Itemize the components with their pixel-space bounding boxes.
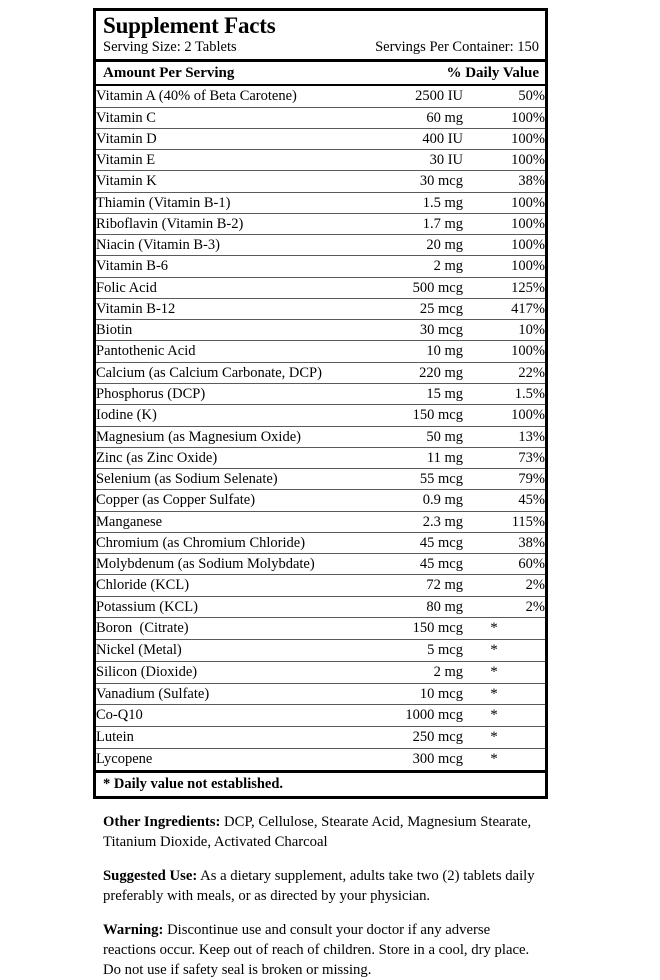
nutrient-name: Biotin: [96, 322, 133, 339]
nutrient-daily-value: *: [490, 619, 498, 636]
nutrient-amount: 5 mcg: [427, 641, 463, 658]
nutrient-daily-value: 22%: [518, 364, 545, 381]
table-row: [96, 469, 545, 490]
nutrient-daily-value: *: [490, 641, 498, 658]
nutrient-amount: 80 mg: [426, 598, 463, 615]
label-notes: [93, 813, 548, 980]
nutrient-name: Boron (Citrate): [96, 619, 189, 636]
nutrient-amount: 1.7 mg: [422, 215, 463, 232]
nutrient-amount: 25 mcg: [419, 300, 463, 317]
nutrient-daily-value: 73%: [518, 449, 545, 466]
nutrient-daily-value: 100%: [511, 194, 545, 211]
nutrient-daily-value: *: [490, 663, 498, 680]
nutrient-name: Vitamin K: [96, 173, 157, 190]
nutrient-daily-value: 45%: [518, 492, 545, 509]
nutrient-name: Vitamin A (40% of Beta Carotene): [96, 88, 297, 105]
nutrient-name: Lutein: [96, 729, 134, 746]
nutrient-daily-value: 100%: [511, 343, 545, 360]
nutrient-daily-value: 60%: [518, 556, 545, 573]
nutrient-name: Niacin (Vitamin B-3): [96, 237, 220, 254]
nutrient-daily-value: 13%: [518, 428, 545, 445]
nutrient-amount: 150 mcg: [412, 407, 463, 424]
table-row: [96, 575, 545, 596]
nutrient-amount: 30 mcg: [419, 173, 463, 190]
nutrient-amount: 10 mcg: [419, 685, 463, 702]
nutrient-daily-value: 38%: [518, 534, 545, 551]
column-header-row: [96, 62, 545, 85]
note-body: Discontinue use and consult your doctor if any adverse reactions occur. Keep out of reach of children. Store in a cool, dry place. Do not use if safety seal is broken or missing.: [103, 922, 530, 978]
table-row: [96, 490, 545, 511]
nutrient-daily-value: 100%: [511, 237, 545, 254]
nutrient-name: Copper (as Copper Sulfate): [96, 492, 256, 509]
nutrient-amount: 45 mcg: [419, 556, 463, 573]
nutrient-name: Folic Acid: [96, 279, 157, 296]
table-row: [96, 171, 545, 192]
daily-value-header: % Daily Value: [446, 64, 539, 81]
nutrient-name: Manganese: [96, 513, 163, 530]
nutrient-name: Iodine (K): [96, 407, 157, 424]
nutrient-amount: 2500 IU: [415, 88, 463, 105]
nutrient-name: Potassium (KCL): [96, 598, 198, 615]
nutrient-name: Chloride (KCL): [96, 577, 190, 594]
nutrient-name: Lycopene: [96, 751, 153, 768]
nutrient-name: Vitamin B-12: [96, 300, 176, 317]
nutrient-amount: 2 mg: [433, 663, 463, 680]
nutrient-amount: 2.3 mg: [422, 513, 463, 530]
nutrient-daily-value: 100%: [511, 152, 545, 169]
table-row: [96, 213, 545, 234]
nutrient-amount: 15 mg: [426, 386, 463, 402]
nutrient-name: Phosphorus (DCP): [96, 386, 206, 402]
nutrient-daily-value: 79%: [518, 471, 545, 488]
nutrient-amount: 250 mcg: [412, 729, 463, 746]
table-row: [96, 320, 545, 341]
nutrient-daily-value: 100%: [511, 109, 545, 126]
table-row: [96, 298, 545, 319]
nutrient-name: Vitamin C: [96, 109, 156, 126]
nutrient-daily-value: 50%: [518, 88, 545, 105]
table-row: [96, 447, 545, 468]
table-row: [96, 341, 545, 362]
nutrient-amount: 220 mg: [419, 364, 463, 381]
nutrient-daily-value: 125%: [511, 279, 545, 296]
nutrient-daily-value: 100%: [511, 130, 545, 147]
nutrient-amount: 0.9 mg: [422, 492, 463, 509]
nutrient-name: Pantothenic Acid: [96, 343, 196, 360]
table-row: [96, 683, 545, 705]
note-body: As a dietary supplement, adults take two (2) tablets daily preferably with meals, or as directed by your physician.: [103, 868, 535, 904]
supplement-label: [93, 8, 548, 980]
nutrient-amount: 300 mcg: [412, 751, 463, 768]
nutrient-amount: 10 mg: [426, 343, 463, 360]
nutrient-amount: 50 mg: [426, 428, 463, 445]
table-row: [96, 192, 545, 213]
table-row: [96, 128, 545, 149]
table-row: [96, 277, 545, 298]
nutrient-name: Vitamin D: [96, 130, 157, 147]
nutrient-name: Riboflavin (Vitamin B-2): [96, 215, 244, 232]
nutrient-table: [96, 86, 545, 770]
table-row: [96, 107, 545, 128]
nutrient-name: Selenium (as Sodium Selenate): [96, 471, 278, 488]
table-row: [96, 727, 545, 749]
nutrient-name: Magnesium (as Magnesium Oxide): [96, 428, 301, 445]
nutrient-daily-value: *: [490, 751, 498, 768]
nutrient-amount: 150 mcg: [412, 619, 463, 636]
table-row: [96, 86, 545, 107]
nutrient-name: Calcium (as Calcium Carbonate, DCP): [96, 364, 322, 381]
nutrient-name: Co-Q10: [96, 707, 143, 724]
nutrient-amount: 45 mcg: [419, 534, 463, 551]
note-paragraph: [103, 813, 546, 852]
note-heading: Warning:: [103, 922, 164, 939]
table-row: [96, 705, 545, 727]
nutrient-daily-value: *: [490, 729, 498, 746]
nutrient-daily-value: *: [490, 707, 498, 724]
nutrient-amount: 2 mg: [433, 258, 463, 275]
table-row: [96, 511, 545, 532]
nutrient-daily-value: 100%: [511, 215, 545, 232]
supplement-facts-panel: [93, 8, 548, 799]
nutrient-daily-value: 1.5%: [514, 386, 545, 402]
nutrient-daily-value: 115%: [511, 513, 545, 530]
serving-info-row: [96, 39, 545, 58]
table-row: [96, 749, 545, 770]
note-paragraph: [103, 867, 546, 906]
nutrient-name: Silicon (Dioxide): [96, 663, 198, 680]
nutrient-amount: 72 mg: [426, 577, 463, 594]
table-row: [96, 150, 545, 171]
nutrient-amount: 1000 mcg: [405, 707, 463, 724]
nutrient-daily-value: 100%: [511, 258, 545, 275]
table-row: [96, 405, 545, 426]
nutrient-name: Vitamin B-6: [96, 258, 169, 275]
table-row: [96, 362, 545, 383]
nutrient-daily-value: 10%: [518, 322, 545, 339]
servings-per-container-label: Servings Per Container: 150: [375, 39, 539, 56]
nutrient-daily-value: 100%: [511, 407, 545, 424]
table-row: [96, 661, 545, 683]
nutrient-amount: 500 mcg: [412, 279, 463, 296]
nutrient-name: Thiamin (Vitamin B-1): [96, 194, 231, 211]
note-heading: Suggested Use:: [103, 868, 198, 885]
table-row: [96, 554, 545, 575]
nutrient-amount: 20 mg: [426, 237, 463, 254]
nutrient-name: Molybdenum (as Sodium Molybdate): [96, 556, 315, 573]
daily-value-footnote: * Daily value not established.: [103, 776, 284, 793]
table-row: [96, 384, 545, 405]
table-row: [96, 532, 545, 553]
table-row: [96, 639, 545, 661]
note-paragraph: [103, 921, 546, 980]
table-row: [96, 596, 545, 617]
nutrient-name: Nickel (Metal): [96, 641, 182, 658]
nutrient-name: Vanadium (Sulfate): [96, 685, 210, 702]
note-body: DCP, Cellulose, Stearate Acid, Magnesium Stearate, Titanium Dioxide, Activated Charcoal: [103, 814, 532, 850]
note-heading: Other Ingredients:: [103, 814, 221, 831]
nutrient-amount: 30 mcg: [419, 322, 463, 339]
nutrient-daily-value: 38%: [518, 173, 545, 190]
nutrient-amount: 400 IU: [422, 130, 463, 147]
nutrient-daily-value: *: [490, 685, 498, 702]
nutrient-amount: 55 mcg: [419, 471, 463, 488]
nutrient-daily-value: 2%: [525, 598, 545, 615]
table-row: [96, 426, 545, 447]
nutrient-amount: 60 mg: [426, 109, 463, 126]
nutrient-amount: 30 IU: [429, 152, 463, 169]
serving-size-label: Serving Size: 2 Tablets: [103, 39, 237, 56]
nutrient-name: Vitamin E: [96, 152, 156, 169]
nutrient-daily-value: 417%: [511, 300, 545, 317]
nutrient-name: Zinc (as Zinc Oxide): [96, 449, 218, 466]
amount-per-serving-header: Amount Per Serving: [103, 64, 235, 81]
nutrient-amount: 11 mg: [426, 449, 463, 466]
page-title: Supplement Facts: [103, 13, 276, 38]
table-row: [96, 617, 545, 639]
table-row: [96, 256, 545, 277]
table-row: [96, 235, 545, 256]
nutrient-amount: 1.5 mg: [422, 194, 463, 211]
nutrient-daily-value: 2%: [525, 577, 545, 594]
nutrient-name: Chromium (as Chromium Chloride): [96, 534, 306, 551]
